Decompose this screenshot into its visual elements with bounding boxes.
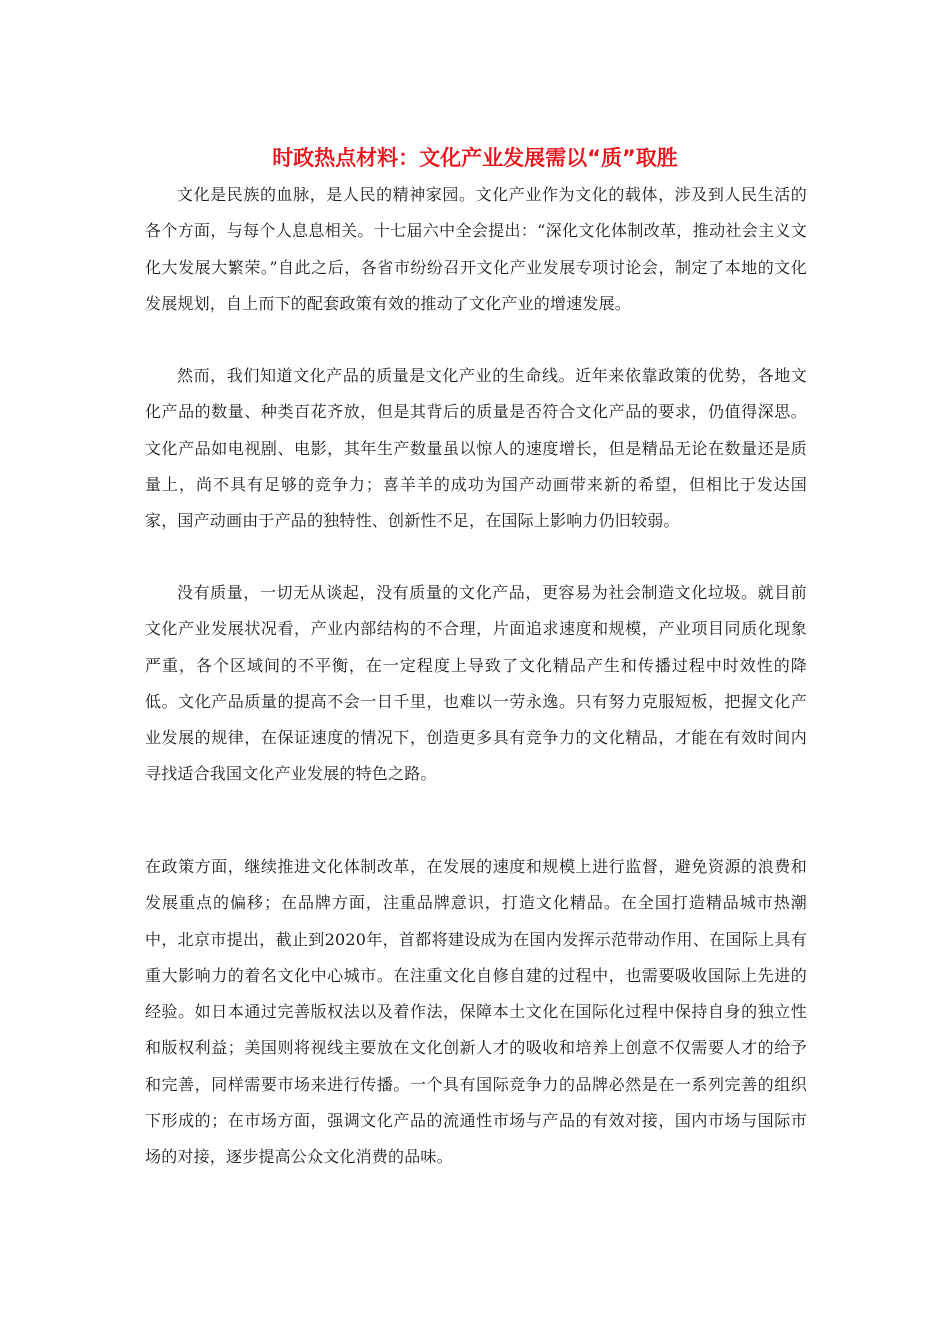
paragraph-quality: 然而，我们知道文化产品的质量是文化产业的生命线。近年来依靠政策的优势，各地文化产品的数量、种类百花齐放，但是其背后的质量是否符合文化产品的要求，仍值得深思。文化产品如电视剧、电影，其年生产数量虽以惊人的速度增长，但是精品无论在数量还是质量上，尚不具有足够的竞争力；喜羊羊的成功为国产动画带来新的希望，但相比于发达国家，国产动画由于产品的独特性、创新性不足，在国际上影响力仍旧较弱。 bbox=[145, 366, 807, 531]
page-title: 时政热点材料：文化产业发展需以“质”取胜 bbox=[272, 146, 678, 170]
paragraph-no-quality: 没有质量，一切无从谈起，没有质量的文化产品，更容易为社会制造文化垃圾。就目前文化产业发展状况看，产业内部结构的不合理，片面追求速度和规模，产业项目同质化现象严重，各个区域间的不平衡，在一定程度上导致了文化精品产生和传播过程中时效性的降低。文化产品质量的提高不会一日千里，也难以一劳永逸。只有努力克服短板，把握文化产业发展的规律，在保证速度的情况下，创造更多具有竞争力的文化精品，才能在有效时间内寻找适合我国文化产业发展的特色之路。 bbox=[145, 583, 807, 784]
paragraph-intro: 文化是民族的血脉，是人民的精神家园。文化产业作为文化的载体，涉及到人民生活的各个方面，与每个人息息相关。十七届六中全会提出：“深化文化体制改革，推动社会主义文化大发展大繁荣。”自此之后，各省市纷纷召开文化产业发展专项讨论会，制定了本地的文化发展规划，自上而下的配套政策有效的推动了文化产业的增速发展。 bbox=[145, 185, 807, 313]
paragraph-measures: 在政策方面，继续推进文化体制改革，在发展的速度和规模上进行监督，避免资源的浪费和发展重点的偏移；在品牌方面，注重品牌意识，打造文化精品。在全国打造精品城市热潮中，北京市提出，截止到2020年，首都将建设成为在国内发挥示范带动作用、在国际上具有重大影响力的着名文化中心城市。在注重文化自修自建的过程中，也需要吸收国际上先进的经验。如日本通过完善版权法以及着作法，保障本土文化在国际化过程中保持自身的独立性和版权利益；美国则将视线主要放在文化创新人才的吸收和培养上创意不仅需要人才的给予和完善，同样需要市场来进行传播。一个具有国际竞争力的品牌必然是在一系列完善的组织下形成的；在市场方面，强调文化产品的流通性市场与产品的有效对接，国内市场与国际市场的对接，逐步提高公众文化消费的品味。 bbox=[145, 857, 807, 1167]
